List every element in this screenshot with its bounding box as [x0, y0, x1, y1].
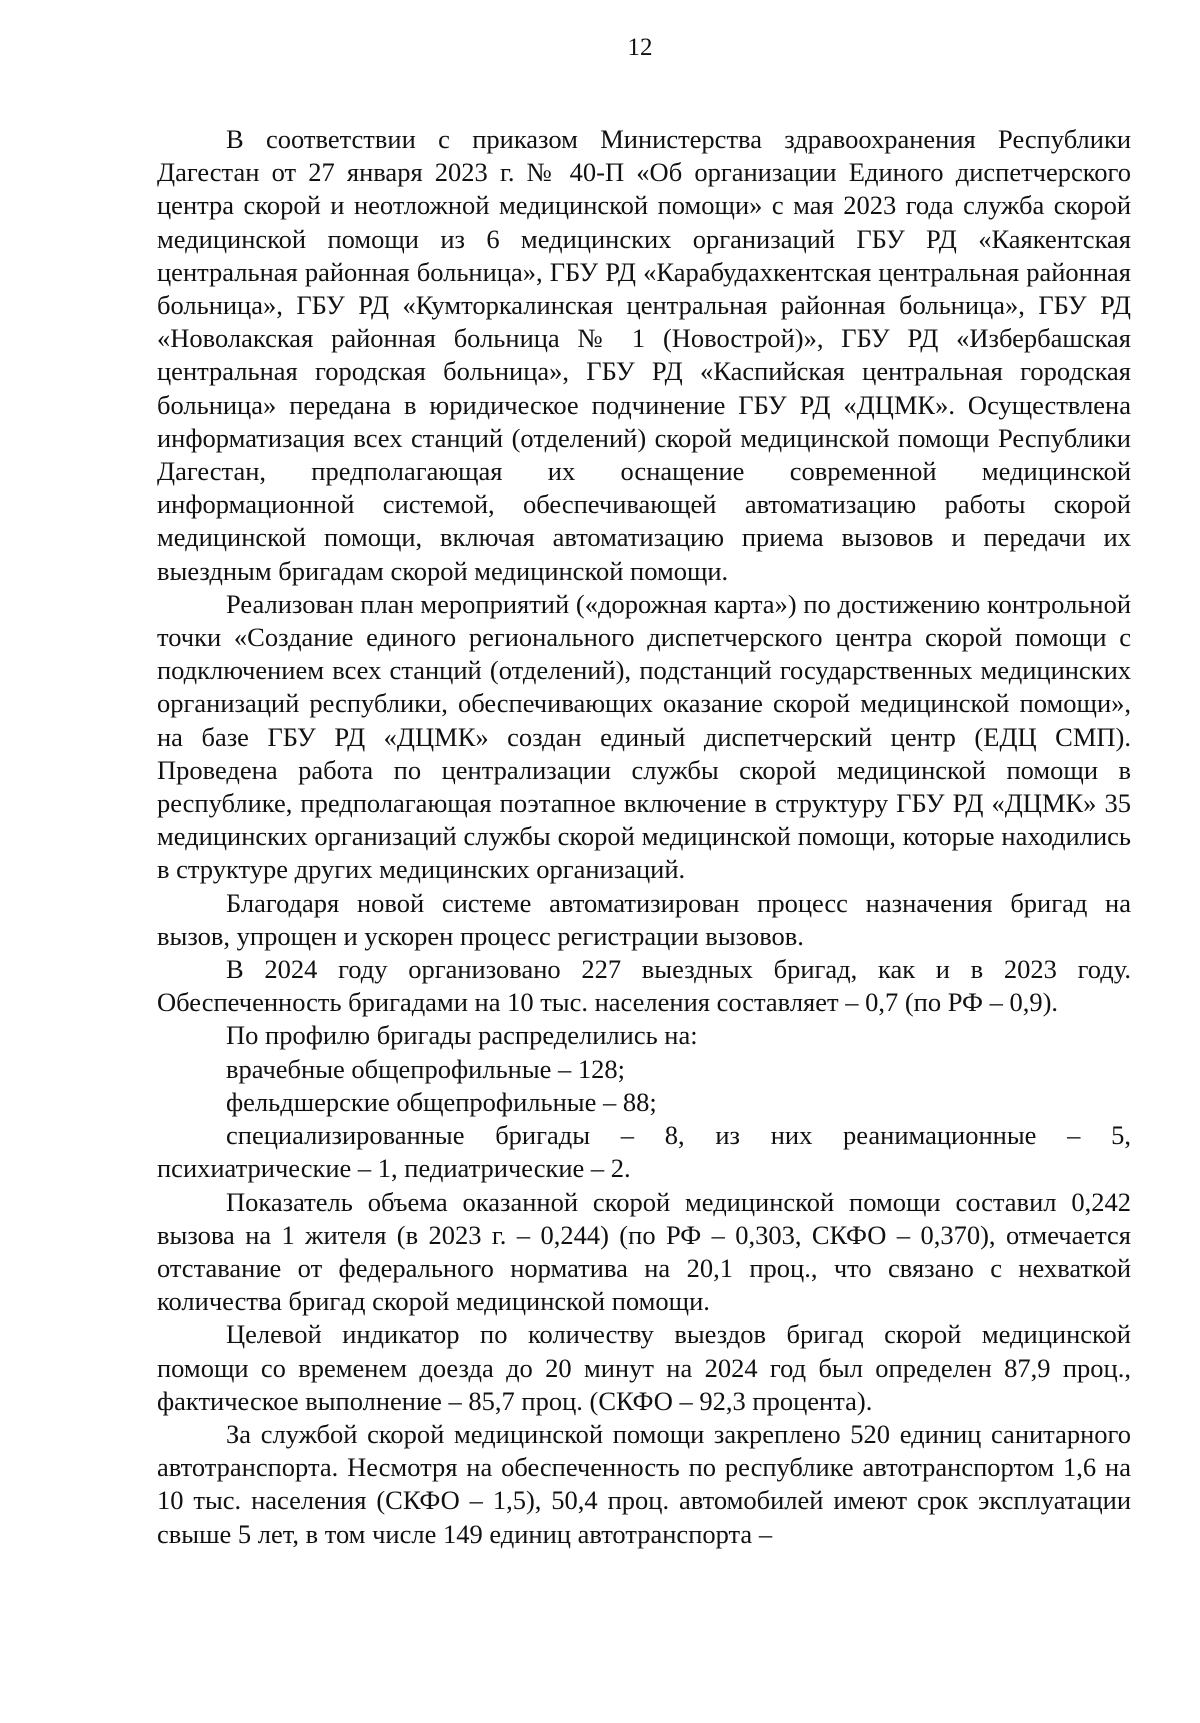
document-body [157, 123, 1131, 1551]
paragraph-roadmap: Реализован план мероприятий («дорожная карта») по достижению контрольной точки «Создание единого регионального диспетчерского центра скорой помощи с подключением всех станций (отделений), подстанций государственных медицинских организаций республики, обеспечивающих оказание скорой медицинской помощи», на базе ГБУ РД «ДЦМК» создан единый диспетчерский центр (ЕДЦ СМП). Проведена работа по централизации службы скорой медицинской помощи в республике, предполагающая поэтапное включение в структуру ГБУ РД «ДЦМК» 35 медицинских организаций службы скорой медицинской помощи, которые находились в структуре других медицинских организаций. [157, 588, 1131, 885]
paragraph-brigades-count: В 2024 году организовано 227 выездных бригад, как и в 2023 году. Обеспеченность бригадами на 10 тыс. населения составляет – 0,7 (по РФ – 0,9). [157, 954, 1131, 1018]
list-item-doctor-brigades: врачебные общепрофильные – 128; [226, 1053, 626, 1084]
paragraph-vehicles: За службой скорой медицинской помощи закреплено 520 единиц санитарного автотранспорта. Несмотря на обеспеченность по республике автотранспортом 1,6 на 10 тыс. населения (СКФО – 1,5), 50,4 проц. автомобилей имеют срок эксплуатации свыше 5 лет, в том числе 149 единиц автотранспорта – [157, 1418, 1131, 1549]
paragraph-automation: Благодаря новой системе автоматизирован процесс назначения бригад на вызов, упрощен и ускорен процесс регистрации вызовов. [157, 887, 1131, 951]
paragraph-volume-indicator: Показатель объема оказанной скорой медицинской помощи составил 0,242 вызова на 1 жителя (в 2023 г. – 0,244) (по РФ – 0,303, СКФО – 0,370), отмечается отставание от федерального норматива на 20,1 проц., что связано с нехваткой количества бригад скорой медицинской помощи. [157, 1186, 1131, 1317]
paragraph-dispatch-center-order: В соответствии с приказом Министерства здравоохранения Республики Дагестан от 27 января 2023 г. № 40-П «Об организации Единого диспетчерского центра скорой и неотложной медицинской помощи» с мая 2023 года служба скорой медицинской помощи из 6 медицинских организаций ГБУ РД «Каякентская центральная районная больница», ГБУ РД «Карабудахкентская центральная районная больница», ГБУ РД «Кумторкалинская центральная районная больница», ГБУ РД «Новолакская районная больница № 1 (Новострой)», ГБУ РД «Избербашская центральная городская больница», ГБУ РД «Каспийская центральная городская больница» передана в юридическое подчинение ГБУ РД «ДЦМК». Осуществлена информатизация всех станций (отделений) скорой медицинской помощи Республики Дагестан, предполагающая их оснащение современной медицинской информационной системой, обеспечивающей автоматизацию работы скорой медицинской помощи, включая автоматизацию приема вызовов и передачи их выездным бригадам скорой медицинской помощи. [157, 124, 1131, 586]
list-item-specialized-brigades: специализированные бригады – 8, из них реанимационные – 5, психиатрические – 1, педиатрические – 2. [157, 1120, 1131, 1184]
list-item-paramedic-brigades: фельдшерские общепрофильные – 88; [226, 1086, 657, 1117]
page-number: 12 [627, 34, 653, 61]
paragraph-profile-intro: По профилю бригады распределились на: [226, 1020, 698, 1051]
paragraph-arrival-time-indicator: Целевой индикатор по количеству выездов бригад скорой медицинской помощи со временем доезда до 20 минут на 2024 год был определен 87,9 проц., фактическое выполнение – 85,7 проц. (СКФО – 92,3 процента). [157, 1319, 1131, 1416]
